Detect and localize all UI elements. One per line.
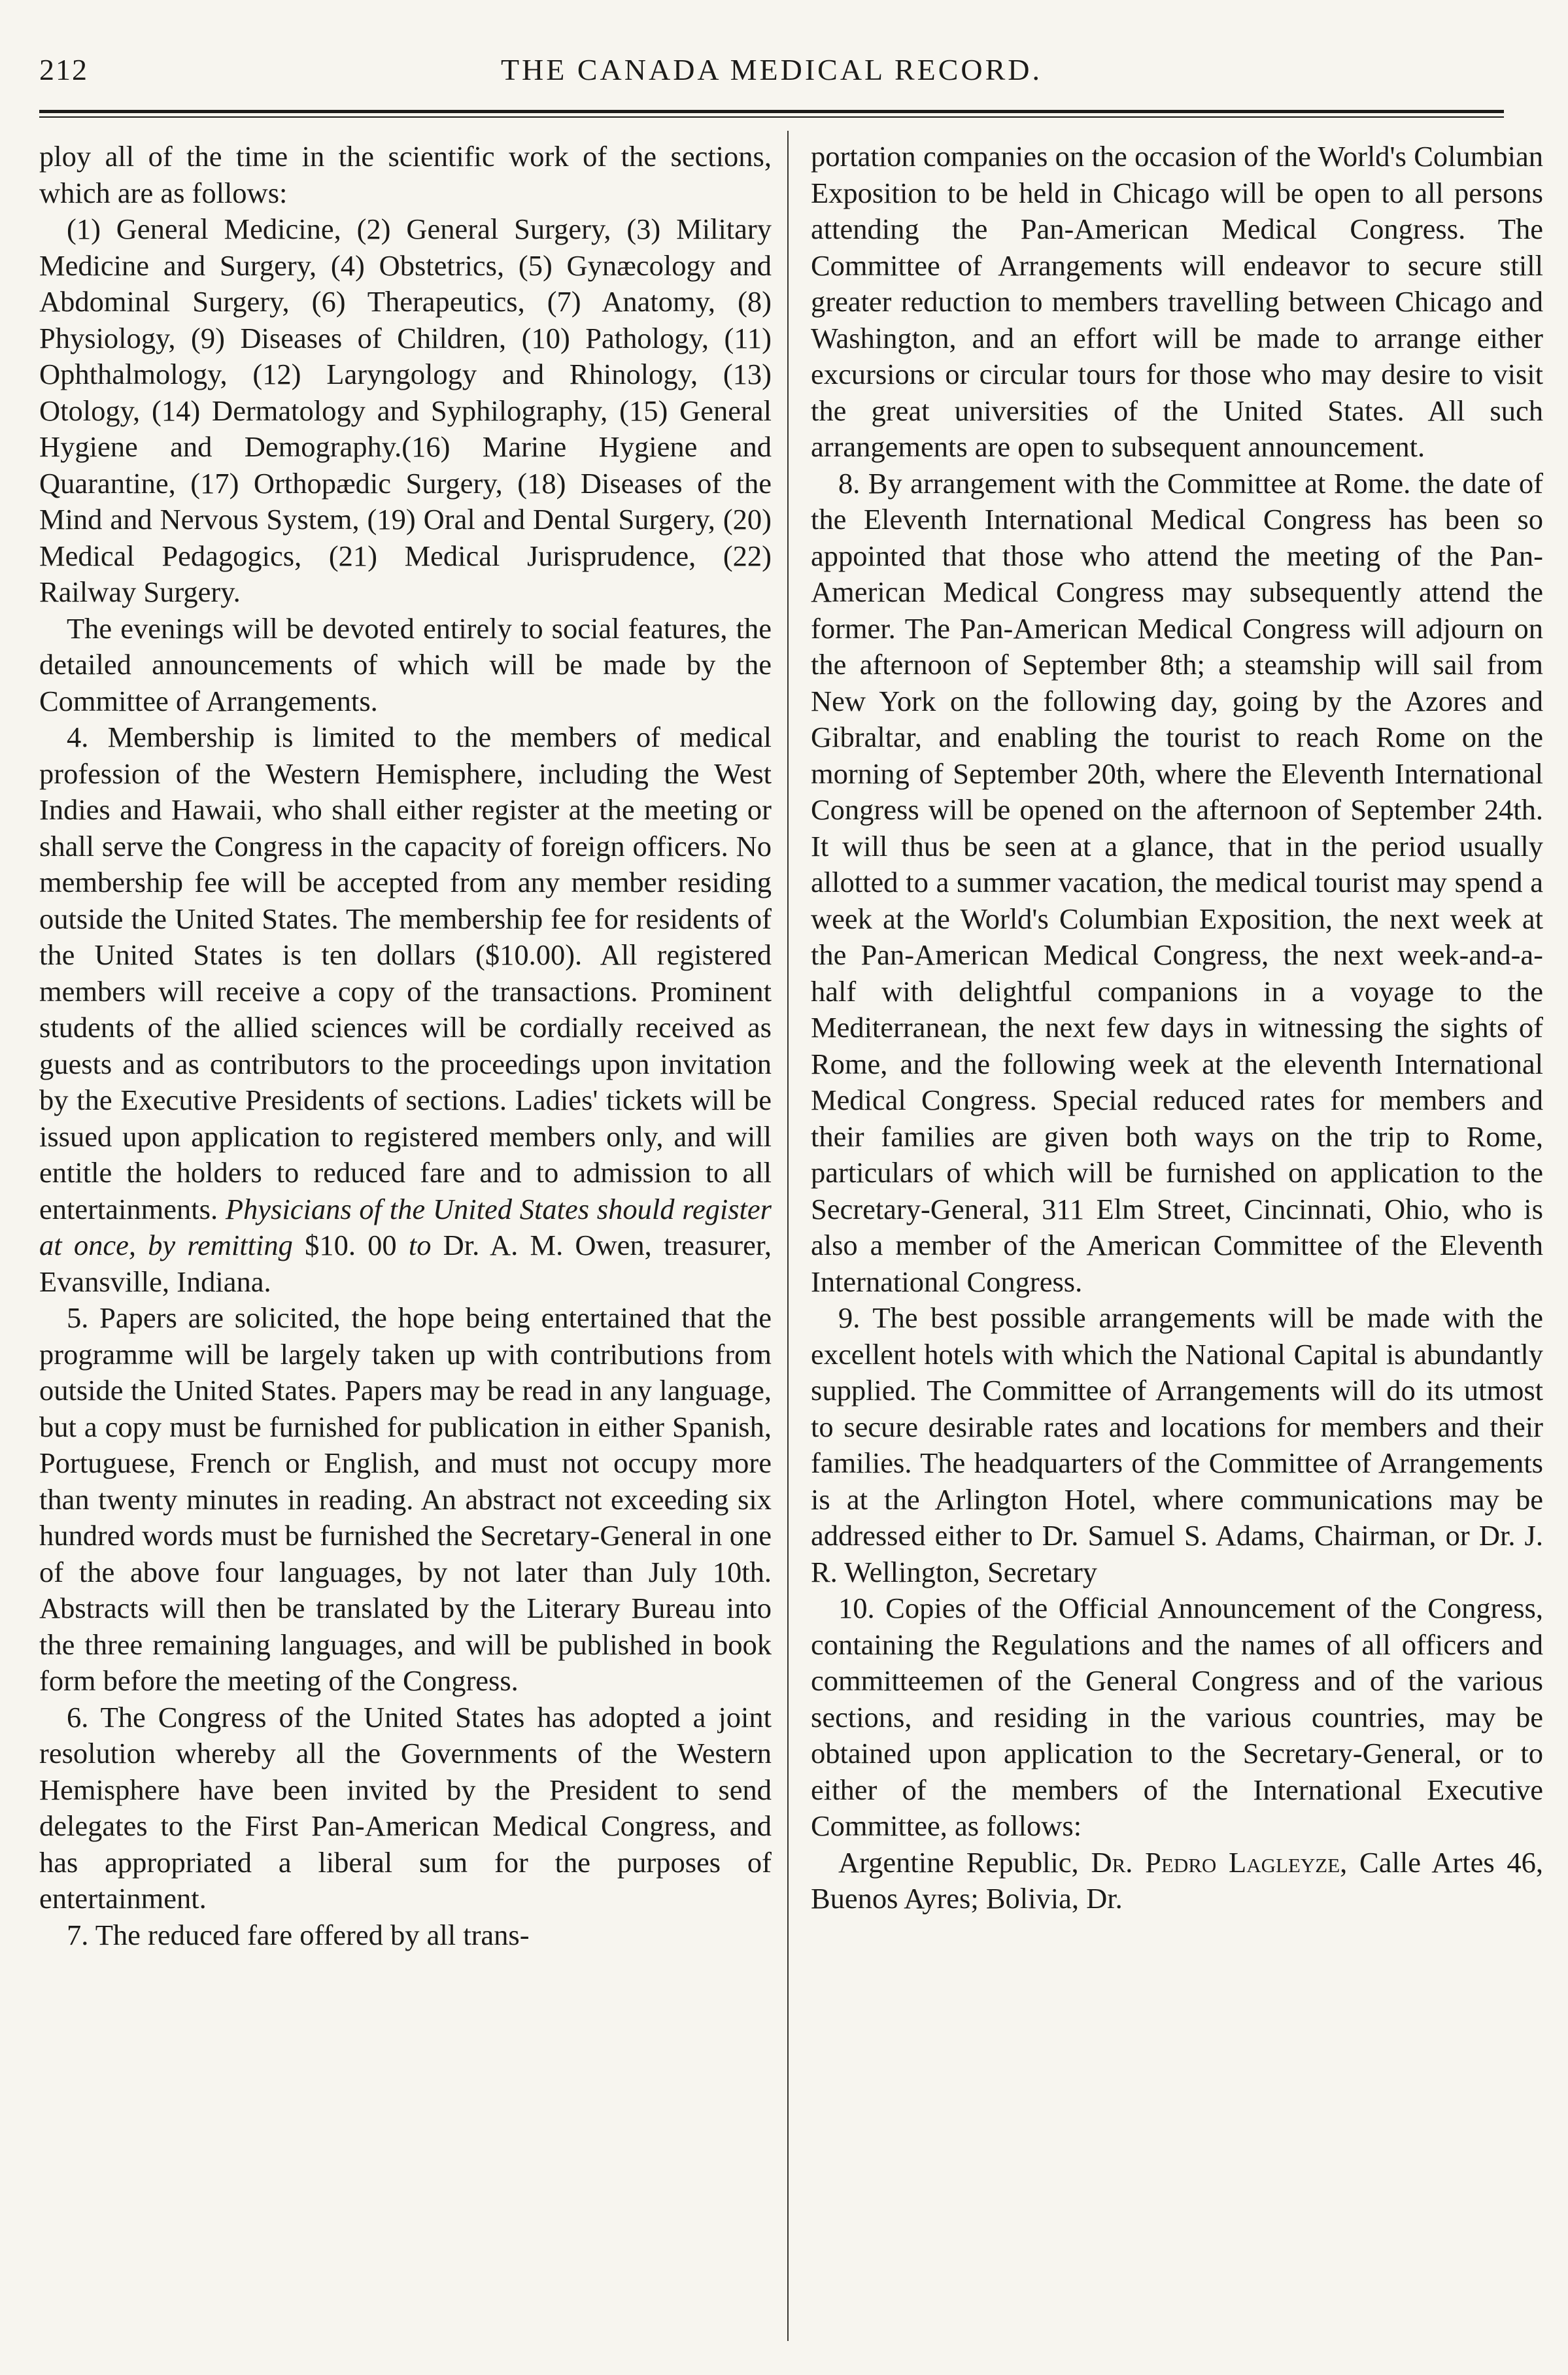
page-header [39, 52, 1504, 105]
paragraph-rome-congress: 8. By arrangement with the Committee at Rome. the date of the Eleventh International Medical Congress has been so appointed that those who attend the meeting of the Pan-American Medical Congress may subsequently attend the former. The Pan-American Medical Congress will adjourn on the afternoon of September 8th; a steamship will sail from New York on the following day, going by the Azores and Gibraltar, and enabling the tourist to reach Rome on the morning of September 20th, where the Eleventh International Congress will be opened on the afternoon of September 24th. It will thus be seen at a glance, that in the period usually allotted to a summer vacation, the medical tourist may spend a week at the World's Columbian Exposition, the next week at the Pan-American Medical Congress, the next week-and-a-half with delightful companions in a voyage to the Mediterranean, the next few days in witnessing the sights of Rome, and the following week at the eleventh International Medical Congress. Special reduced rates for members and their families are given both ways on the trip to Rome, particulars of which will be furnished on application to the Secretary-General, 311 Elm Street, Cincinnati, Ohio, who is also a member of the American Committee of the Eleventh International Congress. [811, 466, 1543, 1298]
italic-text: to [408, 1229, 432, 1261]
paragraph: portation companies on the occasion of the World's Columbian Exposition to be held in Chicago will be open to all persons attending the Pan-American Medical Congress. The Committee of Arrangements will endeavor to secure still greater reduction to members travelling between Chicago and Washington, and an effort will be made to arrange either excursions or circular tours for those who may desire to visit the great universities of the United States. All such arrangements are open to subsequent announcement. [811, 140, 1543, 463]
paragraph-hotels: 9. The best possible arrangements will be made with the excellent hotels with which the National Capital is abundantly supplied. The Committee of Arrangements will do its utmost to secure desirable rates and locations for members and their families. The headquarters of the Committee of Arrangements is at the Arlington Hotel, where communications may be addressed either to Dr. Samuel S. Adams, Chairman, or Dr. J. R. Wellington, Secretary [811, 1301, 1543, 1588]
paragraph: ploy all of the time in the scientific work of the sections, which are as follows: [39, 140, 772, 209]
paragraph-membership [39, 719, 772, 1300]
paragraph-fare: 7. The reduced fare offered by all trans- [67, 1918, 530, 1951]
header-rule-thin [39, 116, 1504, 118]
paragraph-announcement: 10. Copies of the Official Announcement of the Congress, containing the Regulations and the names of all officers and committeemen of the General Congress and of the various sections, and residing in the various countries, may be obtained upon application to the Secretary-General, or to either of the members of the International Executive Committee, as follows: [811, 1592, 1543, 1842]
member-name: Dr. Pedro Lagleyze, [1091, 1845, 1348, 1879]
paragraph-text: 4. Membership is limited to the members of medical profession of the Western Hemisphere, including the West Indies and Hawaii, who shall either register at the meeting or shall serve the Congress in the capacity of foreign officers. No membership fee will be accepted from any member residing outside the United States. The membership fee for residents of the United States is ten dollars ($10.00). All registered members will receive a copy of the transactions. Prominent students of the allied sciences will be cordially received as guests and as contributors to the proceedings upon invitation by the Executive Presidents of sections. Ladies' tickets will be issued upon application to registered members only, and will entitle the holders to reduced fare and to admission to all entertainments. [39, 721, 772, 1225]
paragraph-text: Calle Artes 46, Buenos Ayres; Bolivia, Dr. [811, 1845, 1543, 1915]
paragraph: The evenings will be devoted entirely to social features, the detailed announcements of which will be made by the Committee of Arrangements. [39, 611, 772, 717]
header-rule [39, 110, 1504, 113]
right-column [811, 139, 1543, 2349]
paragraph-sections-list: (1) General Medicine, (2) General Surgery, (3) Military Medicine and Surgery, (4) Obstetrics, (5) Gynæcology and Abdominal Surgery, (6) Therapeutics, (7) Anatomy, (8) Physiology, (9) Diseases of Children, (10) Pathology, (11) Ophthalmology, (12) Laryngology and Rhinology, (13) Otology, (14) Dermatology and Syphilography, (15) General Hygiene and Demography.(16) Marine Hygiene and Quarantine, (17) Orthopædic Surgery, (18) Diseases of the Mind and Nervous System, (19) Oral and Dental Surgery, (20) Medical Pedagogics, (21) Medical Jurisprudence, (22) Railway Surgery. [39, 213, 772, 608]
running-title: THE CANADA MEDICAL RECORD. [500, 53, 1043, 86]
fee-amount: $10. 00 [305, 1229, 397, 1261]
left-column [39, 139, 772, 2349]
page-number: 212 [39, 53, 88, 86]
country-text: Argentine Republic, [838, 1845, 1079, 1879]
paragraph-text: Dr. A. M. Owen, treasurer, Evansville, Indiana. [39, 1229, 772, 1298]
column-divider [787, 131, 789, 2341]
paragraph-papers: 5. Papers are solicited, the hope being entertained that the programme will be largely taken up with contributions from outside the United States. Papers may be read in any language, but a copy must be furnished for publication in either Spanish, Portuguese, French or English, and must not occupy more than twenty minutes in reading. An abstract not exceeding six hundred words must be furnished the Secretary-General in one of the above four languages, by not later than July 10th. Abstracts will then be translated by the Literary Bureau into the three remaining languages, and will be published in book form before the meeting of the Congress. [39, 1301, 772, 1697]
paragraph-resolution: 6. The Congress of the United States has adopted a joint resolution whereby all the Governments of the Western Hemisphere have been invited by the President to send delegates to the First Pan-American Medical Congress, and has appropriated a liberal sum for the purposes of entertainment. [39, 1700, 772, 1915]
italic-text: Physicians of the United States should register at once, by remitting [39, 1192, 772, 1261]
paragraph-committee-list [811, 1845, 1543, 1917]
